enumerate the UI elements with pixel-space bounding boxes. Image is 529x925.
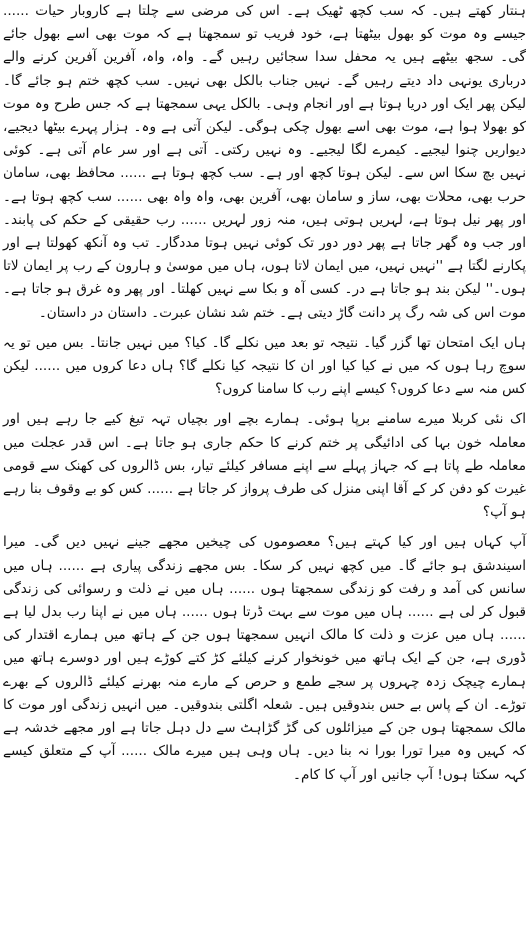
paragraph: ہاں ایک امتحان تھا گزر گیا۔ نتیجہ تو بعد میں نکلے گا۔ کیا؟ میں نہیں جانتا۔ بس میں تو یہ سوچ رہا ہوں کہ میں نے کیا کیا اور ان کا نتیجہ کیا نکلے گا؟ ہاں دعا کروں میں ...... لیکن کس منہ سے دعا کروں؟ کیسے اپنے رب کا سامنا کروں؟ [3, 334, 526, 398]
paragraph: ہنتار کھتے ہیں۔ کہ سب کچھ ٹھیک ہے۔ اس کی مرضی سے چلتا ہے کاروبار حیات ...... جیسے وہ موت کو بھول بیٹھتا ہے، خود فریب تو سمجھتا ہے کہ موت بھی اسے بھول جائے گی۔ سجھ بیٹھے ہیں یہ محفل سدا سجائیں رہیں گے۔ واہ، واہ، آفرین آفرین کرنے والے درباری یونہی داد دیتے رہیں گے۔ نہیں جناب بالکل بھی نہیں۔ سب کچھ ختم ہو جائے گا۔ لیکن پھر ایک اور دریا ہوتا ہے اور انجام وہی۔ بالکل یہی سمجھتا ہے کہ جس طرح وہ موت کو بھولا ہوا ہے، موت بھی اسے بھول چکی ہوگی۔ لیکن آتی ہے وہ۔ ہزار پہرے بیٹھا دیجیے، دیواریں چنوا لیجیے۔ کیمرے لگا لیجیے۔ وہ نہیں رکتی۔ آتی ہے اور سر عام آتی ہے۔ کوئی نہیں بچ سکا اس سے۔ لیکن ہوتا کچھ اور ہے۔ سب کچھ ہوتا ہے ...... محافظ بھی، سامان حرب بھی، محلات بھی، ساز و سامان بھی، آفرین بھی، واہ واہ بھی ...... سب کچھ ہوتا ہے۔ اور پھر نیل ہوتا ہے، لہریں ہوتی ہیں، منہ زور لہریں ...... رب حقیقی کے حکم کی پابند۔ اور جب وہ گھر جاتا ہے پھر دور دور تک کوئی نہیں ہوتا مددگار۔ تب وہ آنکھ کھولتا ہے اور پکارنے لگتا ہے ''نہیں نہیں، میں ایمان لاتا ہوں، ہاں میں موسیٰ و ہارون کے رب پر ایمان لاتا ہوں۔'' لیکن بند ہو جاتا ہے در۔ کسی آہ و بکا سے نہیں کھلتا۔ اور پھر وہ غرق ہو جاتا ہے۔ موت اس کی شہ رگ پر دانت گاڑ دیتی ہے۔ ختم شد نشان عبرت۔ داستان در داستان۔ [3, 3, 526, 321]
paragraph: اک نئی کربلا میرے سامنے برپا ہوئی۔ ہمارے بچے اور بچیاں تہہ تیغ کیے جا رہے ہیں اور معاملہ خون بہا کی ادائیگی پر ختم کرنے کا حکم جاری ہو جاتا ہے۔ اس قدر عجلت میں معاملہ طے پاتا ہے کہ جہاز پہلے سے اپنے مسافر کیلئے تیار، بس ڈالروں کی کھنک سے قومی غیرت کو دفن کر کے آقا اپنی منزل کی طرف پرواز کر جاتا ہے ...... کس کو بے وقوف بنا رہے ہو آپ؟ [3, 411, 526, 521]
paragraph: آپ کہاں ہیں اور کیا کہتے ہیں؟ معصوموں کی چیخیں مجھے جینے نہیں دیں گی۔ میرا اسیندشق ہو جائے گا۔ میں کچھ نہیں کر سکا۔ بس مجھے زندگی پیاری ہے ...... ہاں میں سانس کی آمد و رفت کو زندگی سمجھتا ہوں ...... ہاں میں نے ذلت و رسوائی کی زندگی قبول کر لی ہے ...... ہاں میں موت سے بہت ڈرتا ہوں ...... ہاں میں نے اپنا رب بدل لیا ہے ...... ہاں میں عزت و ذلت کا مالک انہیں سمجھتا ہوں جن کے ہاتھ میں ہمارے اقتدار کی ڈوری ہے، جن کے ایک ہاتھ میں خونخوار کرنے کیلئے کڑ کتے کوڑے ہیں اور دوسرے ہاتھ میں ہمارے چیچک زدہ چہروں پر سجے طمع و حرص کے مارے منہ بھرنے کیلئے ڈالروں کے بھرے توڑے۔ ان کے پاس بے حس بندوقیں ہیں۔ شعلہ اگلتی بندوقیں۔ میں انہیں زندگی اور موت کا مالک سمجھتا ہوں جن کے میزائلوں کی گڑ گڑاہٹ سے دل دہل جاتا ہے اور مجھے خدشہ ہے کہ کہیں وہ میرا تورا بورا نہ بنا دیں۔ ہاں وہی ہیں میرے مالک ...... آپ کے متعلق کیسے کہہ سکتا ہوں! آپ جانیں اور آپ کا کام۔ [3, 534, 526, 783]
